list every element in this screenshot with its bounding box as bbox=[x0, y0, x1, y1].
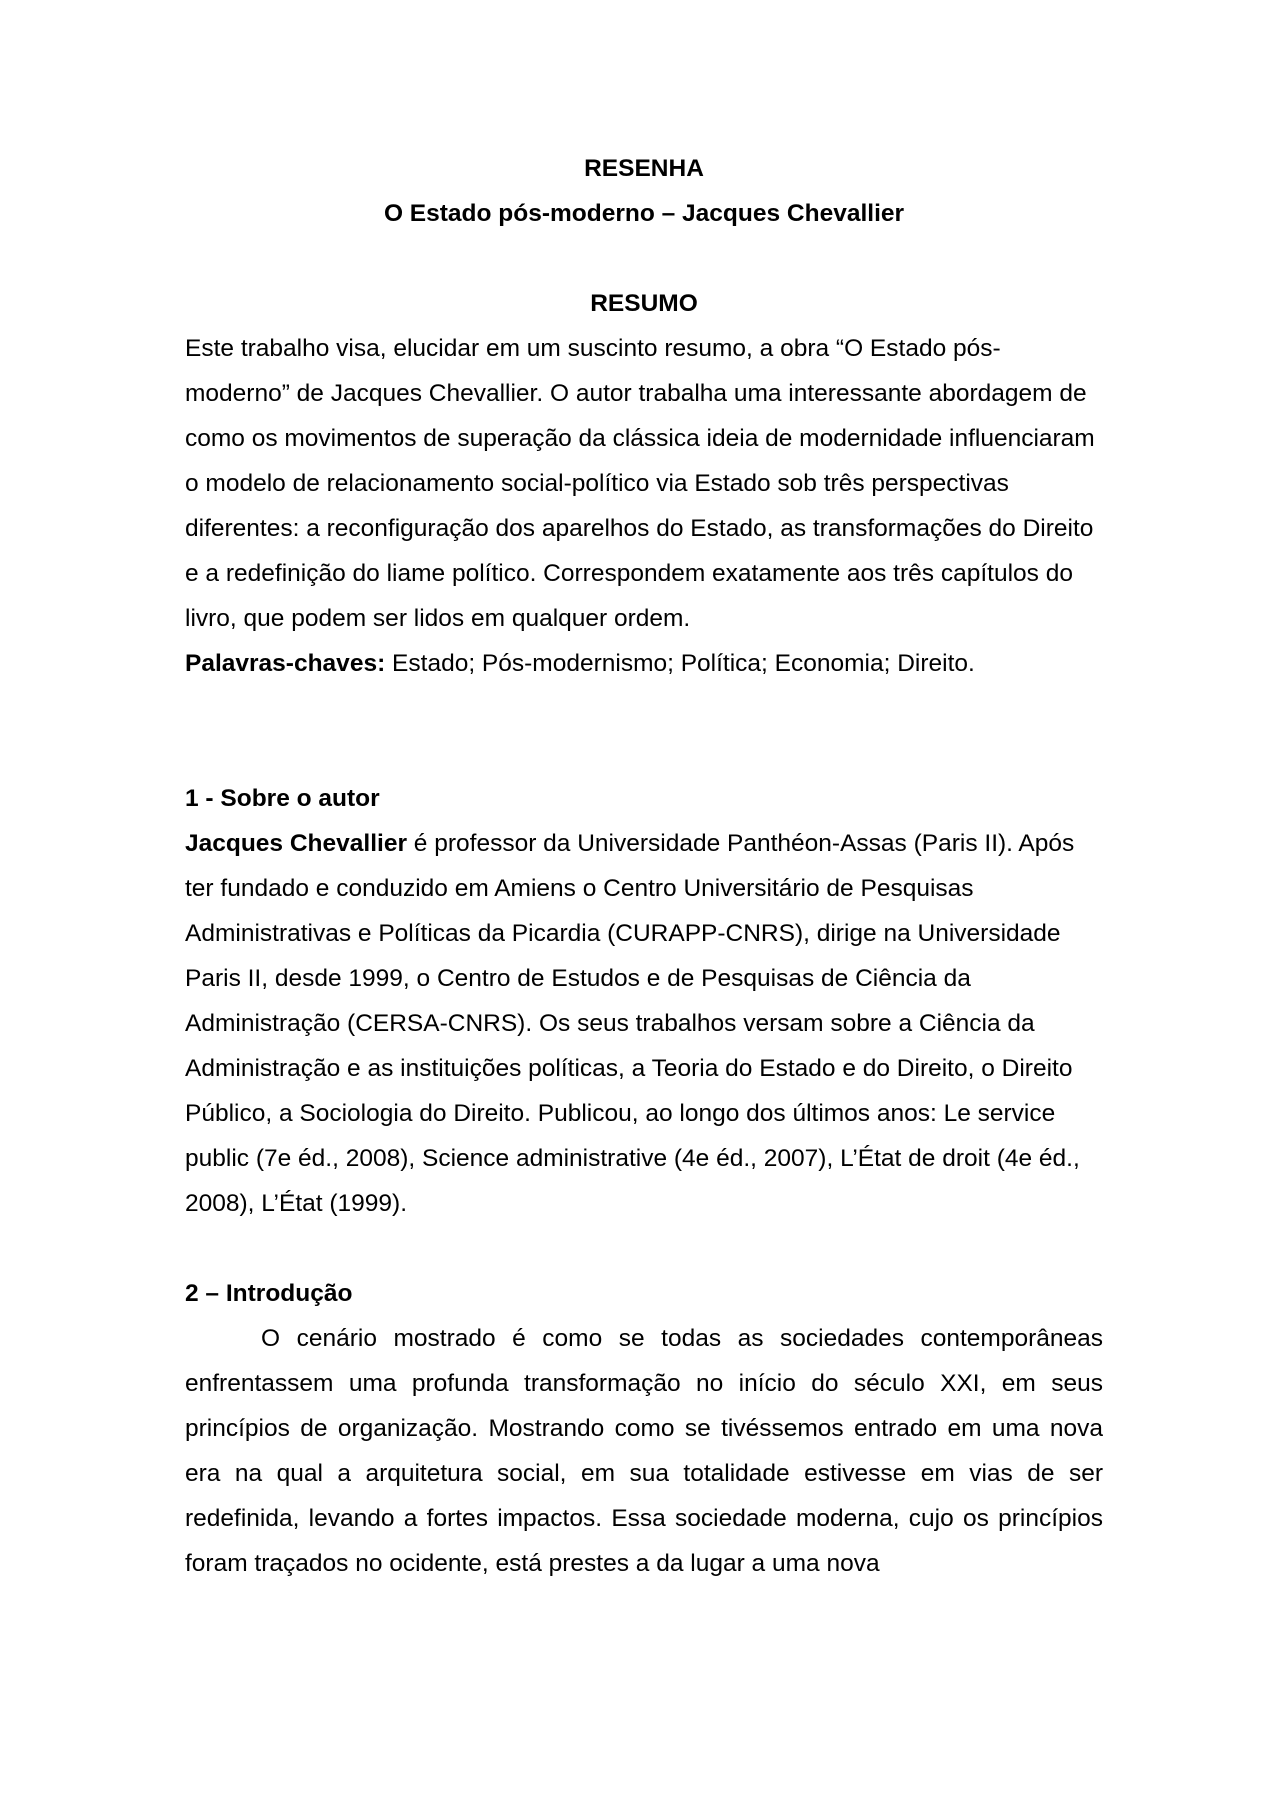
section-1-heading: 1 - Sobre o autor bbox=[185, 785, 380, 812]
spacer bbox=[185, 686, 1103, 776]
resumo-heading: RESUMO bbox=[590, 290, 698, 317]
resumo-paragraph: Este trabalho visa, elucidar em um suscinto resumo, a obra “O Estado pós-moderno” de Jacques Chevallier. O autor trabalha uma interessante abordagem de como os movimentos de superação da clássica ideia de modernidade influenciaram o modelo de relacionamento social-político via Estado sob três perspectivas diferentes: a reconfiguração dos aparelhos do Estado, as transformações do Direito e a redefinição do liame político. Correspondem exatamente aos três capítulos do livro, que podem ser lidos em qualquer ordem. bbox=[185, 335, 1095, 632]
keywords-line bbox=[185, 641, 1103, 686]
spacer bbox=[185, 236, 1103, 281]
document-page bbox=[185, 146, 1103, 1586]
keywords-label: Palavras-chaves: bbox=[185, 650, 386, 677]
section-2-paragraph: O cenário mostrado é como se todas as sociedades contemporâneas enfrentassem uma profunda transformação no início do século XXI, em seus princípios de organização. Mostrando como se tivéssemos entrado em uma nova era na qual a arquitetura social, em sua totalidade estivesse em vias de ser redefinida, levando a fortes impactos. Essa sociedade moderna, cujo os princípios foram traçados no ocidente, está prestes a da lugar a uma nova bbox=[185, 1325, 1103, 1577]
author-name: Jacques Chevallier bbox=[185, 830, 407, 857]
spacer bbox=[185, 1226, 1103, 1271]
document-label: RESENHA bbox=[584, 155, 704, 182]
author-bio: é professor da Universidade Panthéon-Assas (Paris II). Após ter fundado e conduzido em Amiens o Centro Universitário de Pesquisas Administrativas e Políticas da Picardia (CURAPP-CNRS), dirige na Universidade Paris II, desde 1999, o Centro de Estudos e de Pesquisas de Ciência da Administração (CERSA-CNRS). Os seus trabalhos versam sobre a Ciência da Administração e as instituições políticas, a Teoria do Estado e do Direito, o Direito Público, a Sociologia do Direito. Publicou, ao longo dos últimos anos: Le service public (7e éd., 2008), Science administrative (4e éd., 2007), L’État de droit (4e éd., 2008), L’État (1999). bbox=[185, 830, 1080, 1217]
document-title: O Estado pós-moderno – Jacques Chevallier bbox=[383, 200, 905, 227]
section-2-heading: 2 – Introdução bbox=[185, 1280, 353, 1307]
keywords-list: Estado; Pós-modernismo; Política; Economia; Direito. bbox=[385, 650, 975, 677]
section-1-paragraph bbox=[185, 821, 1103, 1226]
